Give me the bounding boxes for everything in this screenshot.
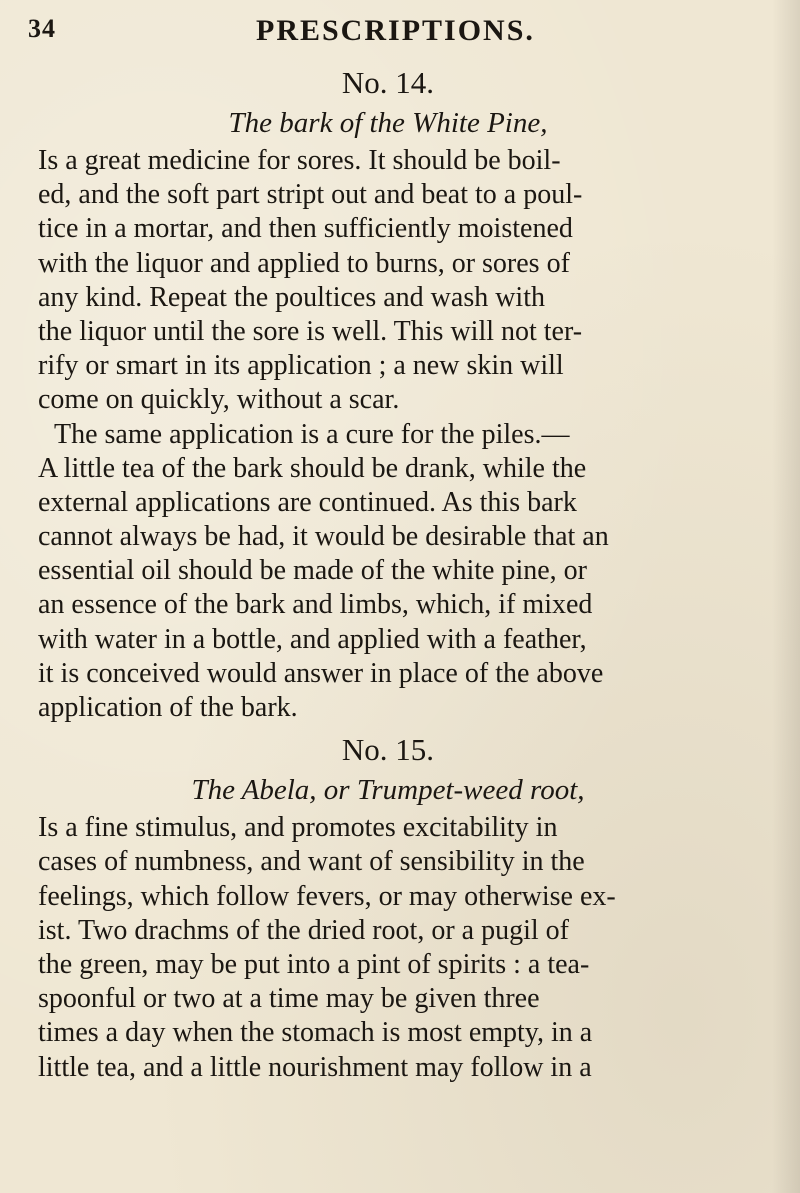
entry-title: The Abela, or Trumpet-weed root, <box>191 774 585 807</box>
text-line: any kind. Repeat the poultices and wash with <box>38 281 545 313</box>
entry-number: No. 14. <box>341 65 435 100</box>
page-number: 34 <box>28 14 56 43</box>
text-line: come on quickly, without a scar. <box>38 384 400 416</box>
text-line: A little tea of the bark should be drank, while the <box>38 452 587 484</box>
running-title: PRESCRIPTIONS. <box>256 14 535 47</box>
running-head <box>28 14 748 54</box>
text-line: Is a great medicine for sores. It should be boil- <box>38 145 561 176</box>
text-line: cannot always be had, it would be desirable that an <box>38 521 609 553</box>
text-line: tice in a mortar, and then sufficiently moistened <box>38 213 573 245</box>
text-line: times a day when the stomach is most empty, in a <box>38 1017 593 1049</box>
text-line: it is conceived would answer in place of the above <box>38 657 604 689</box>
text-line: essential oil should be made of the white pine, or <box>38 555 587 587</box>
text-line: Is a fine stimulus, and promotes excitability in <box>38 812 558 844</box>
text-line: ed, and the soft part stript out and beat to a poul- <box>38 179 583 211</box>
text-line: the green, may be put into a pint of spirits : a tea- <box>38 948 590 980</box>
page-edge-shadow <box>772 0 800 1193</box>
entry-title: The bark of the White Pine, <box>228 107 548 139</box>
text-line: an essence of the bark and limbs, which, if mixed <box>38 589 593 621</box>
text-line: spoonful or two at a time may be given three <box>38 983 540 1015</box>
text-line: cases of numbness, and want of sensibility in the <box>38 846 585 878</box>
text-line: application of the bark. <box>38 692 298 723</box>
text-line: the liquor until the sore is well. This will not ter- <box>38 315 583 347</box>
text-line: with the liquor and applied to burns, or sores of <box>38 247 570 279</box>
text-line: little tea, and a little nourishment may follow in a <box>38 1051 592 1083</box>
text-line: with water in a bottle, and applied with a feather, <box>38 623 587 655</box>
text-line: feelings, which follow fevers, or may otherwise ex- <box>38 880 616 912</box>
text-line: The same application is a cure for the piles.— <box>54 418 570 450</box>
text-line: rify or smart in its application ; a new skin will <box>38 350 564 382</box>
text-block <box>38 66 738 1085</box>
entry-number: No. 15. <box>341 732 435 768</box>
text-line: ist. Two drachms of the dried root, or a pugil of <box>38 914 569 946</box>
text-line: external applications are continued. As this bark <box>38 486 577 518</box>
